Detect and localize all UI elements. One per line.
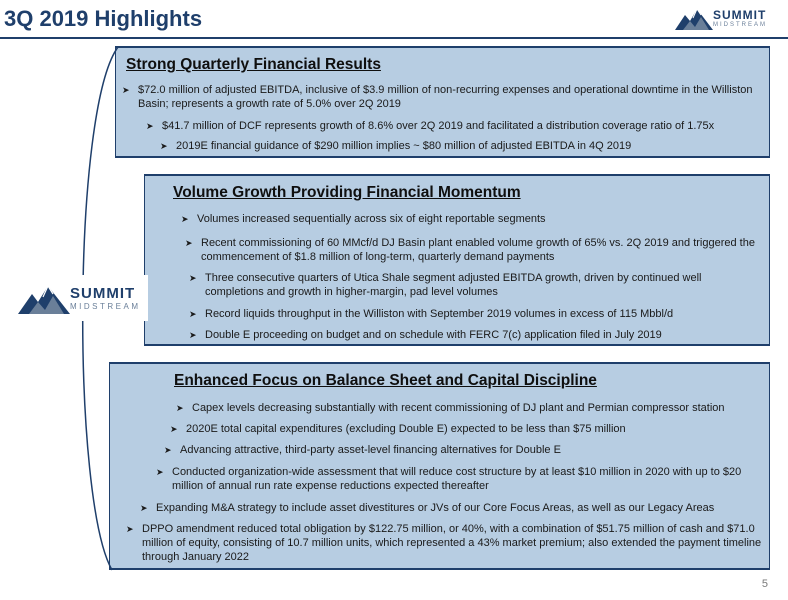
- slide-title: 3Q 2019 Highlights: [4, 6, 203, 31]
- arrow-bullet-icon: ➤: [189, 330, 197, 340]
- list-item: ➤ Conducted organization-wide assessment that will reduce cost structure by at least $10 million in 2020 with up to $20 million of annual run rate expense reductions expected thereafter: [156, 466, 742, 492]
- logo-word-midstream: MIDSTREAM: [713, 21, 767, 28]
- arrow-bullet-icon: ➤: [160, 141, 168, 151]
- list-item: ➤ 2020E total capital expenditures (excluding Double E) expected to be less than $75 million: [170, 423, 626, 435]
- arrow-bullet-icon: ➤: [170, 424, 178, 434]
- list-item: ➤ Capex levels decreasing substantially with recent commissioning of DJ plant and Permian compressor station: [176, 402, 725, 414]
- list-item: ➤ $72.0 million of adjusted EBITDA, inclusive of $3.9 million of non-recurring expenses and operational downtime in the Williston Basin; represents a growth rate of 5.0% over 2Q 2019: [122, 84, 753, 110]
- arrow-bullet-icon: ➤: [189, 273, 197, 283]
- list-item: ➤ DPPO amendment reduced total obligation by $122.75 million, or 40%, with a combination of $51.75 million of cash and $71.0 million of equity, consisting of 10.7 million units, which represented a 43% market premium; also extended the payment timeline through January 2022: [126, 523, 762, 563]
- logo-word-summit: SUMMIT: [713, 7, 767, 22]
- arrow-bullet-icon: ➤: [122, 85, 130, 95]
- list-item: ➤ 2019E financial guidance of $290 million implies ~ $80 million of adjusted EBITDA in 4Q 2019: [160, 140, 632, 152]
- list-item: ➤ Record liquids throughput in the Williston with September 2019 volumes in excess of 115 Mbbl/d: [189, 308, 674, 320]
- section-heading: Enhanced Focus on Balance Sheet and Capital Discipline: [174, 372, 597, 389]
- section-heading: Strong Quarterly Financial Results: [126, 56, 381, 73]
- arrow-bullet-icon: ➤: [140, 503, 148, 513]
- logo-wordmark: [70, 286, 141, 311]
- list-item: ➤ Recent commissioning of 60 MMcf/d DJ Basin plant enabled volume growth of 65% vs. 2Q 2019 and triggered the commencement of $1.8 million of long-term, quarterly demand payments: [185, 237, 755, 263]
- list-item: ➤ Double E proceeding on budget and on schedule with FERC 7(c) application filed in July 2019: [189, 329, 662, 341]
- section-panel-financial-results: [115, 46, 770, 158]
- arrow-bullet-icon: ➤: [181, 214, 189, 224]
- section-heading: Volume Growth Providing Financial Momentum: [173, 184, 521, 201]
- page-number: 5: [761, 578, 768, 590]
- list-item: ➤ Expanding M&A strategy to include asset divestitures or JVs of our Core Focus Areas, as well as our Legacy Areas: [140, 502, 715, 514]
- title-divider: [0, 37, 788, 39]
- mountain-logo-icon: [18, 282, 70, 314]
- list-item: ➤ Advancing attractive, third-party asset-level financing alternatives for Double E: [164, 444, 561, 456]
- arrow-bullet-icon: ➤: [146, 121, 154, 131]
- section-panel-volume-growth: [144, 174, 770, 346]
- summit-logo-header: [675, 6, 767, 30]
- section-panel-balance-sheet: [109, 362, 770, 570]
- arrow-bullet-icon: ➤: [189, 309, 197, 319]
- arrow-bullet-icon: ➤: [156, 467, 164, 477]
- list-item: ➤ Volumes increased sequentially across six of eight reportable segments: [181, 213, 546, 225]
- arrow-bullet-icon: ➤: [185, 238, 193, 248]
- list-item: ➤ Three consecutive quarters of Utica Shale segment adjusted EBITDA growth, driven by continued well completions and growth in higher-margin, pad level volumes: [189, 272, 702, 298]
- summit-logo-center: [18, 275, 148, 321]
- arrow-bullet-icon: ➤: [176, 403, 184, 413]
- logo-wordmark: [713, 9, 767, 28]
- arrow-bullet-icon: ➤: [164, 445, 172, 455]
- mountain-logo-icon: [675, 6, 713, 30]
- list-item: ➤ $41.7 million of DCF represents growth of 8.6% over 2Q 2019 and facilitated a distribution coverage ratio of 1.75x: [146, 120, 715, 132]
- logo-word-summit: SUMMIT: [70, 284, 136, 302]
- logo-word-midstream: MIDSTREAM: [70, 301, 141, 311]
- arrow-bullet-icon: ➤: [126, 524, 134, 534]
